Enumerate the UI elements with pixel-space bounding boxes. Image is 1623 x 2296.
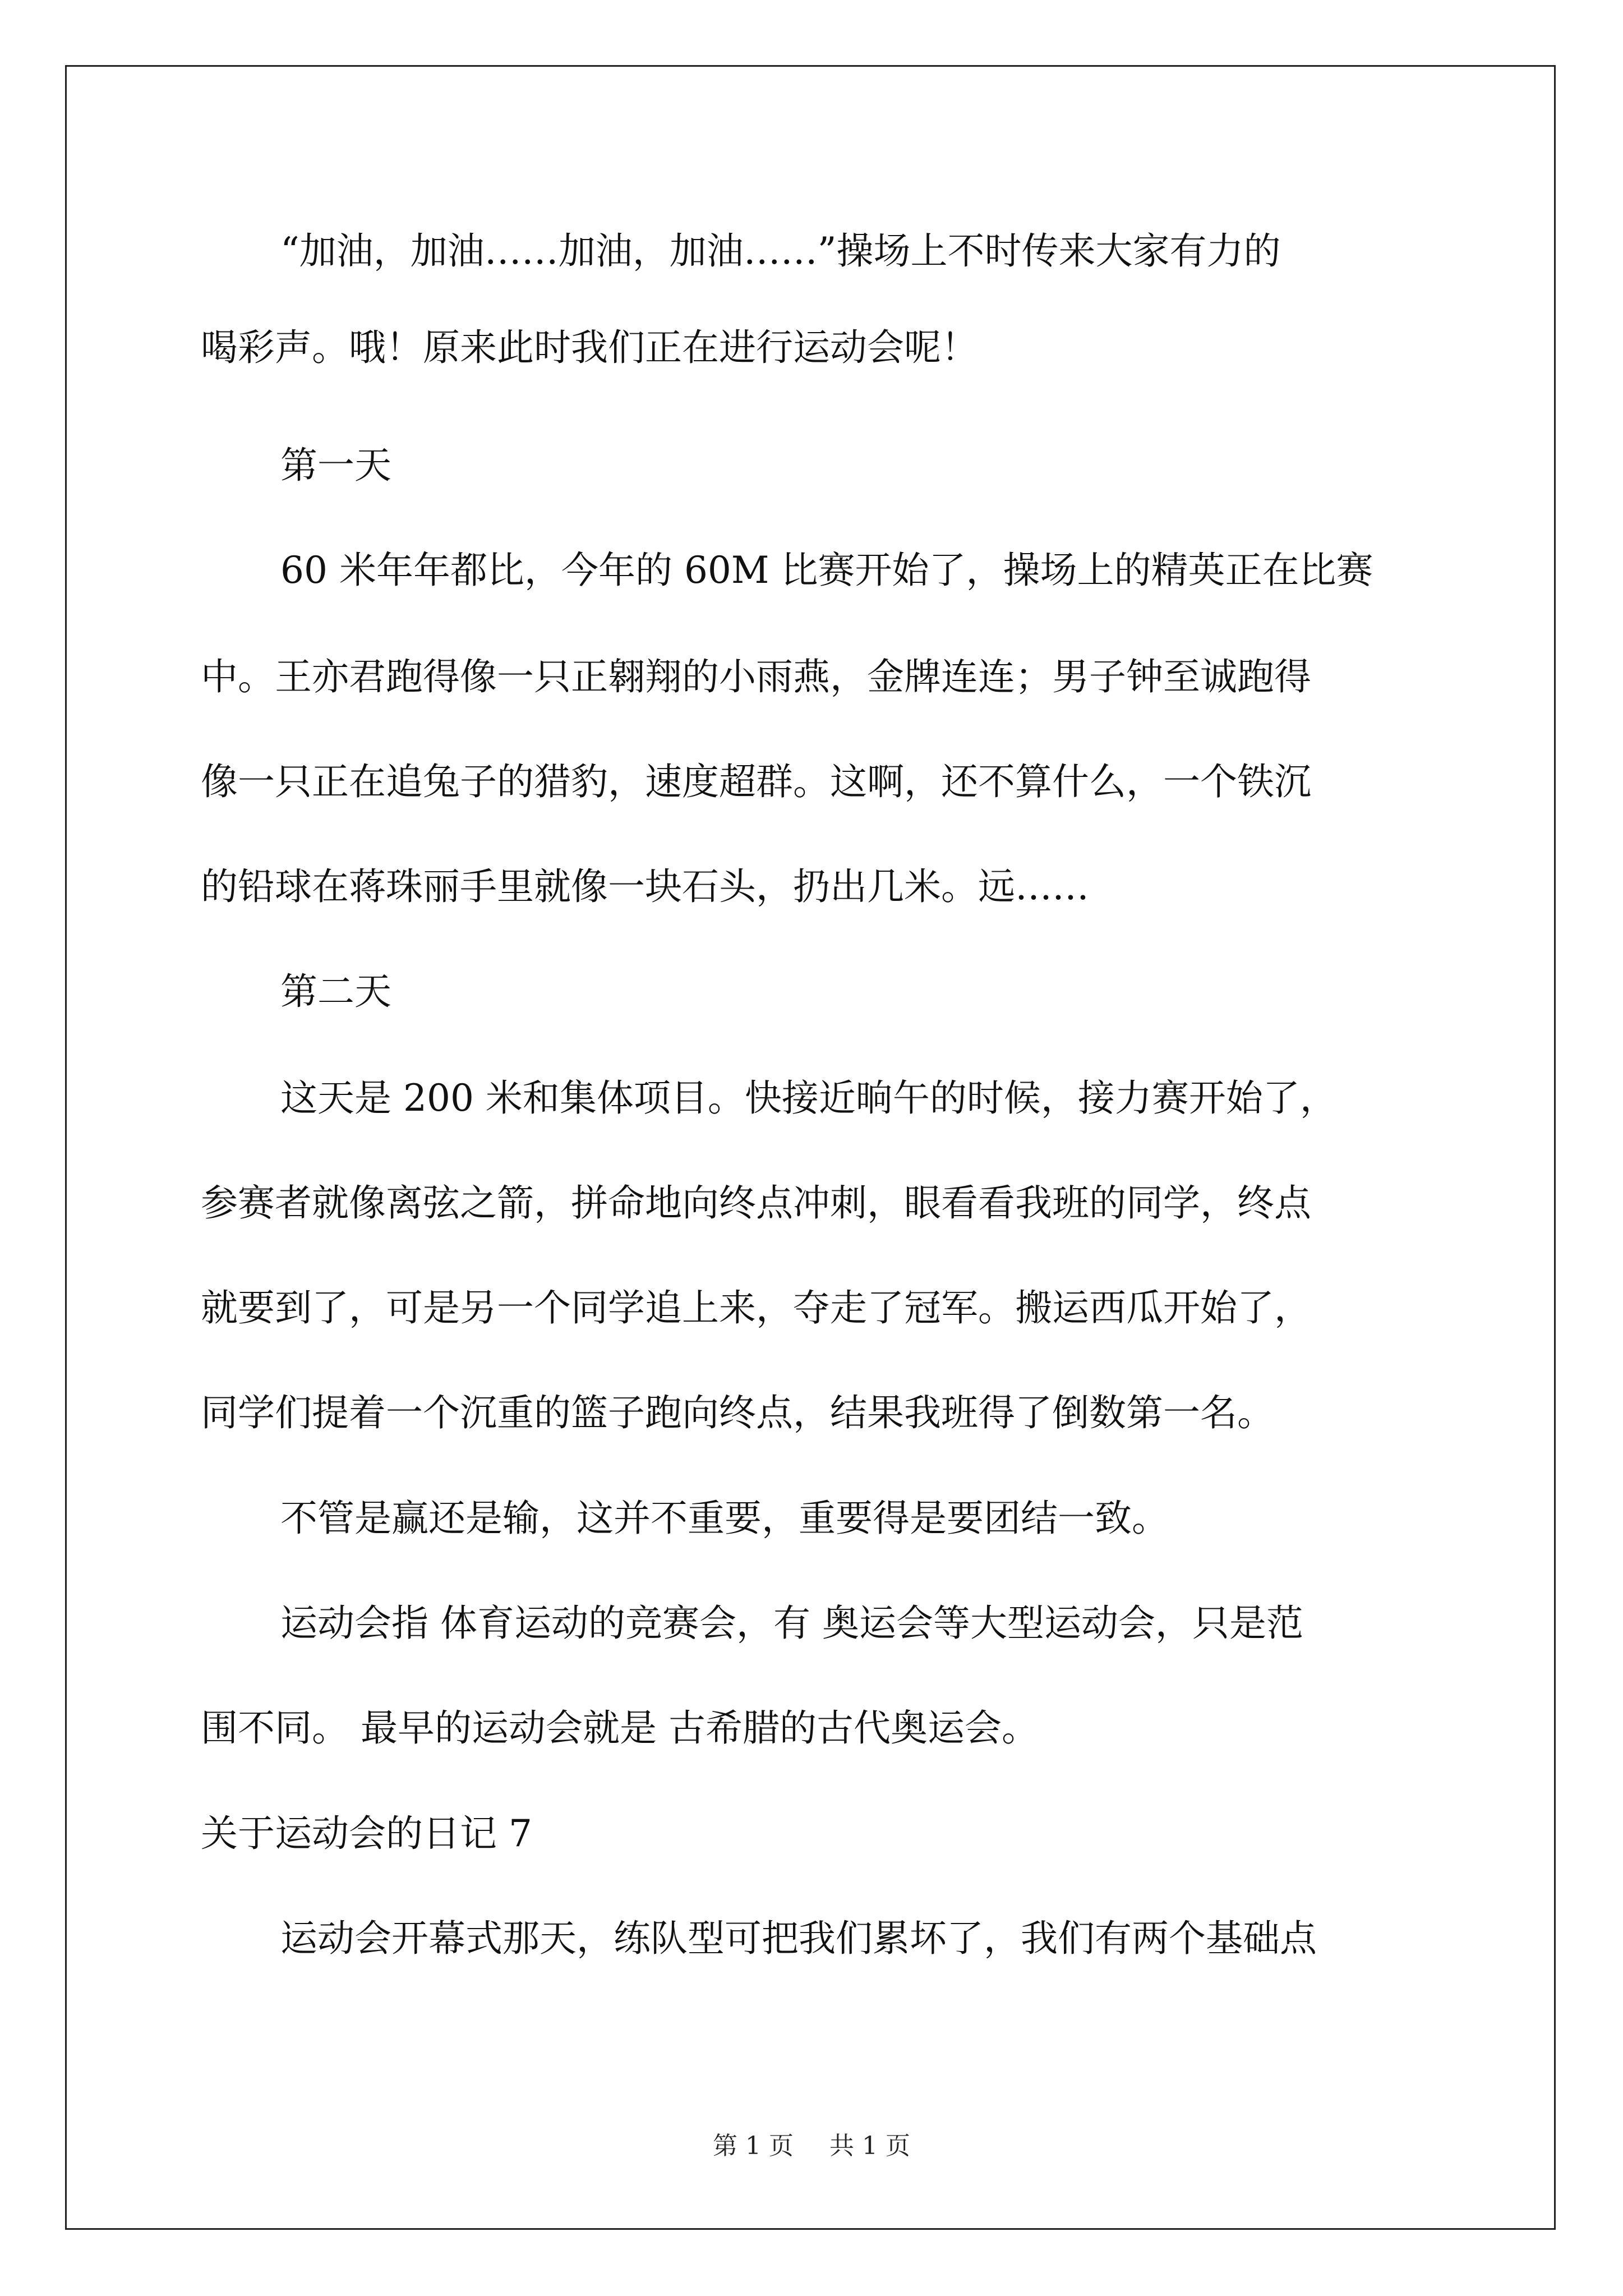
section-heading: 第一天 <box>280 444 391 487</box>
paragraph-line: 这天是 200 米和集体项目。快接近晌午的时候，接力赛开始了， <box>280 1076 1337 1120</box>
paragraph-line: 喝彩声。哦！原来此时我们正在进行运动会呢！ <box>201 326 978 369</box>
paragraph-line: “加油，加油……加油，加油……”操场上不时传来大家有力的 <box>280 229 1281 273</box>
paragraph-line: 同学们提着一个沉重的篮子跑向终点，结果我班得了倒数第一名。 <box>201 1391 1274 1434</box>
paragraph-line: 运动会指 体育运动的竞赛会，有 奥运会等大型运动会，只是范 <box>280 1602 1303 1645</box>
paragraph-line: 参赛者就像离弦之箭，拼命地向终点冲刺，眼看看我班的同学，终点 <box>201 1181 1311 1225</box>
paragraph-line: 不管是赢还是输，这并不重要，重要得是要团结一致。 <box>280 1497 1169 1540</box>
page-frame <box>65 65 1556 2230</box>
page-number: 第 1 页 <box>713 2132 794 2160</box>
paragraph-line: 像一只正在追兔子的猎豹，速度超群。这啊，还不算什么，一个铁沉 <box>201 760 1311 803</box>
paragraph-line: 60 米年年都比，今年的 60M 比赛开始了，操场上的精英正在比赛 <box>280 549 1373 592</box>
paragraph-line: 中。王亦君跑得像一只正翱翔的小雨燕，金牌连连；男子钟至诚跑得 <box>201 655 1311 698</box>
paragraph-line: 围不同。 最早的运动会就是 古希腊的古代奥运会。 <box>201 1706 1039 1750</box>
page-footer <box>0 2129 1623 2163</box>
paragraph-line: 就要到了，可是另一个同学追上来，夺走了冠军。搬运西瓜开始了， <box>201 1286 1311 1329</box>
page-total: 共 1 页 <box>829 2132 910 2160</box>
paragraph-line: 运动会开幕式那天，练队型可把我们累坏了，我们有两个基础点 <box>280 1917 1317 1960</box>
document-title: 关于运动会的日记 7 <box>201 1812 532 1855</box>
paragraph-line: 的铅球在蒋珠丽手里就像一块石头，扔出几米。远…… <box>201 865 1089 908</box>
section-heading: 第二天 <box>280 970 391 1013</box>
